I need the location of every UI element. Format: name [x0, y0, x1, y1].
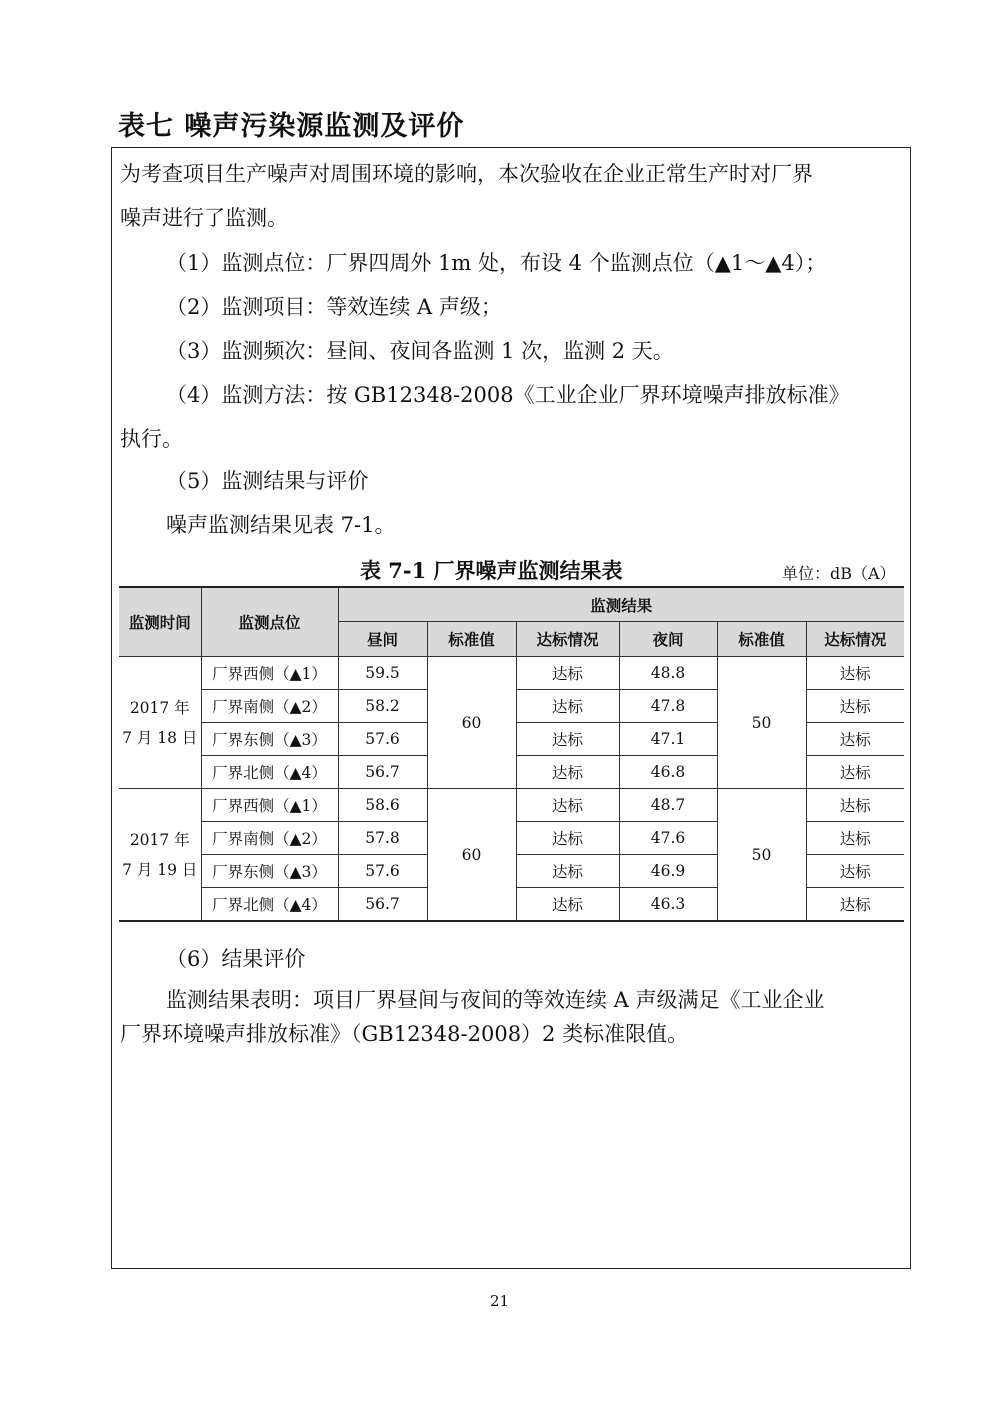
table-row — [119, 657, 904, 690]
method-item-4: （4）监测方法：按 GB12348-2008《工业企业厂界环境噪声排放标准》 — [166, 383, 850, 407]
evaluation-heading: （6）结果评价 — [166, 947, 306, 971]
day-status-cell: 达标 — [516, 756, 619, 789]
location-cell: 厂界北侧（▲4） — [201, 888, 338, 922]
method-item-1: （1）监测点位：厂界四周外 1m 处，布设 4 个监测点位（▲1～▲4）； — [166, 251, 827, 275]
day-value-cell: 57.8 — [338, 822, 427, 855]
night-value-cell: 47.8 — [619, 690, 717, 723]
location-cell: 厂界东侧（▲3） — [201, 723, 338, 756]
night-status-cell: 达标 — [806, 657, 904, 690]
date-day: 7 月 19 日 — [122, 860, 198, 879]
night-status-cell: 达标 — [806, 822, 904, 855]
conclusion-line-2: 厂界环境噪声排放标准》（GB12348-2008）2 类标准限值。 — [120, 1022, 689, 1046]
night-status-cell: 达标 — [806, 855, 904, 888]
night-status-cell: 达标 — [806, 690, 904, 723]
day-standard-cell: 60 — [427, 657, 516, 789]
day-status-cell: 达标 — [516, 789, 619, 822]
noise-results-table — [119, 586, 904, 922]
header-night: 夜间 — [619, 622, 717, 657]
table-caption: 表 7-1 厂界噪声监测结果表 — [360, 558, 623, 583]
day-value-cell: 56.7 — [338, 888, 427, 922]
date-year: 2017 年 — [129, 698, 190, 717]
date-cell — [119, 789, 201, 922]
location-cell: 厂界东侧（▲3） — [201, 855, 338, 888]
table-row — [119, 789, 904, 822]
method-item-4-cont: 执行。 — [120, 427, 183, 451]
header-location: 监测点位 — [201, 587, 338, 657]
day-status-cell: 达标 — [516, 855, 619, 888]
intro-line-2: 噪声进行了监测。 — [120, 206, 288, 230]
conclusion-line-1: 监测结果表明：项目厂界昼间与夜间的等效连续 A 声级满足《工业企业 — [166, 988, 825, 1012]
location-cell: 厂界南侧（▲2） — [201, 690, 338, 723]
header-results: 监测结果 — [338, 587, 904, 622]
night-standard-cell: 50 — [717, 789, 806, 922]
day-value-cell: 59.5 — [338, 657, 427, 690]
location-cell: 厂界南侧（▲2） — [201, 822, 338, 855]
method-item-3: （3）监测频次：昼间、夜间各监测 1 次，监测 2 天。 — [166, 339, 674, 363]
night-value-cell: 48.7 — [619, 789, 717, 822]
night-value-cell: 48.8 — [619, 657, 717, 690]
intro-line-1: 为考查项目生产噪声对周围环境的影响，本次验收在企业正常生产时对厂界 — [120, 162, 813, 186]
day-status-cell: 达标 — [516, 888, 619, 922]
night-value-cell: 46.3 — [619, 888, 717, 922]
night-value-cell: 47.6 — [619, 822, 717, 855]
night-value-cell: 46.9 — [619, 855, 717, 888]
day-value-cell: 57.6 — [338, 855, 427, 888]
method-item-5: （5）监测结果与评价 — [166, 469, 369, 493]
day-value-cell: 58.2 — [338, 690, 427, 723]
day-status-cell: 达标 — [516, 822, 619, 855]
day-standard-cell: 60 — [427, 789, 516, 922]
method-item-2: （2）监测项目：等效连续 A 声级； — [166, 295, 502, 319]
day-value-cell: 57.6 — [338, 723, 427, 756]
day-status-cell: 达标 — [516, 690, 619, 723]
location-cell: 厂界西侧（▲1） — [201, 789, 338, 822]
table-unit: 单位：dB（A） — [782, 564, 896, 583]
night-status-cell: 达标 — [806, 888, 904, 922]
day-value-cell: 58.6 — [338, 789, 427, 822]
header-day-standard: 标准值 — [427, 622, 516, 657]
location-cell: 厂界北侧（▲4） — [201, 756, 338, 789]
header-night-standard: 标准值 — [717, 622, 806, 657]
results-reference: 噪声监测结果见表 7-1。 — [166, 513, 396, 537]
page-number: 21 — [489, 1292, 510, 1310]
day-status-cell: 达标 — [516, 657, 619, 690]
night-value-cell: 47.1 — [619, 723, 717, 756]
night-standard-cell: 50 — [717, 657, 806, 789]
location-cell: 厂界西侧（▲1） — [201, 657, 338, 690]
header-day: 昼间 — [338, 622, 427, 657]
header-time: 监测时间 — [119, 587, 201, 657]
night-status-cell: 达标 — [806, 723, 904, 756]
day-status-cell: 达标 — [516, 723, 619, 756]
section-heading: 表七 噪声污染源监测及评价 — [118, 111, 465, 142]
day-value-cell: 56.7 — [338, 756, 427, 789]
header-night-compliance: 达标情况 — [806, 622, 904, 657]
night-status-cell: 达标 — [806, 756, 904, 789]
night-status-cell: 达标 — [806, 789, 904, 822]
date-cell — [119, 657, 201, 789]
night-value-cell: 46.8 — [619, 756, 717, 789]
date-day: 7 月 18 日 — [122, 728, 198, 747]
header-day-compliance: 达标情况 — [516, 622, 619, 657]
date-year: 2017 年 — [129, 830, 190, 849]
